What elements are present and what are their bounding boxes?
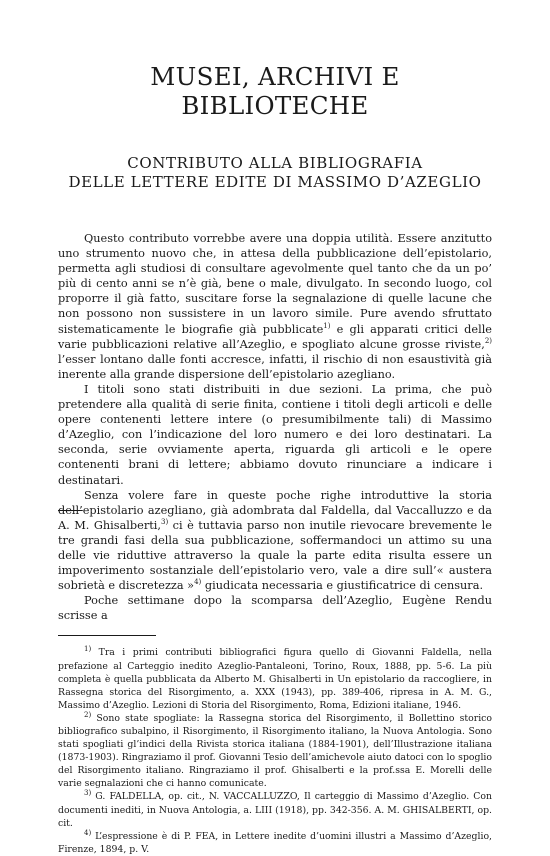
- footnote-4-text: L’espressione è di P. FEA, in Lettere inedite d’uomini illustri a Massimo d’Azeglio, Firenze, 1894, p. V.: [58, 830, 492, 855]
- footnote-ref-1[interactable]: 1): [323, 321, 331, 330]
- paragraph-3: [58, 488, 492, 594]
- paragraph-3-text-a: Senza volere fare in queste poche righe introduttive la storia: [84, 488, 492, 502]
- footnote-1-mark: 1): [84, 645, 92, 654]
- footnote-2: [58, 712, 492, 791]
- paragraph-4: Poche settimane dopo la scomparsa dell’Azeglio, Eugène Rendu scrisse a: [58, 594, 492, 623]
- footnote-1-text: Tra i primi contributi bibliografici figura quello di Giovanni Faldella, nella prefazione al Carteggio inedito Azeglio-Pantaleoni, Torino, Roux, 1888, pp. 5-6. La più completa è quella pubblicata da Alberto M. Ghisalberti in Un epistolario da raccogliere, in Rassegna storica del Risorgimento, a. XXX (1943), pp. 389-406, ripresa in A. M. G., Massimo d’Azeglio. Lezioni di Storia del Risorgimento, Roma, Edizioni italiane, 1946.: [58, 647, 492, 711]
- footnotes: [58, 646, 492, 856]
- footnote-2-text: Sono state spogliate: la Rassegna storica del Risorgimento, il Bollettino storico bibliografico subalpino, il Risorgimento, il Risorgimento italiano, la Nuova Antologia. Sono stati spogliati gl’indici della Rivista storica italiana (1884-1901), dell’Illustrazione italiana (1873-1903). Ringraziamo il prof. Giovanni Tesio dell’amichevole aiuto datoci con lo spoglio del Risorgimento italiano. Ringraziamo il prof. Ghisalberti e la prof.ssa E. Morelli delle varie segnalazioni che ci hanno comunicate.: [58, 712, 492, 790]
- footnote-2-mark: 2): [84, 710, 92, 719]
- paragraph-3-text-c: ci è tuttavia parso non inutile rievocare brevemente le tre grandi fasi della sua pubblicazione, soffermandoci un attimo su una delle vie riduttive attraverso la quale la parte edita risulta essere un impoverimento sostanziale dell’epistolario vero, vale a dire sull’« austera sobrietà e discretezza »: [58, 518, 492, 593]
- paragraph-1-text-a: Questo contributo vorrebbe avere una doppia utilità. Essere anzitutto uno strumento nuovo che, in attesa della pubblicazione dell’epistolario, permetta agli studiosi di consultare agevolmente quel tanto che da un po’ più di cento anni se n’è già, bene o male, divulgato. In secondo luogo, col proporre il già fatto, suscitare forse la segnalazione di quelle lacune che non possono non sussistere in un lavoro simile. Pure avendo sfruttato sistematicamente le biografie già pubblicate: [58, 232, 492, 336]
- footnote-3-text: G. FALDELLA, op. cit., N. VACCALLUZZO, Il carteggio di Massimo d’Azeglio. Con documenti inediti, in Nuova Antologia, a. LIII (1918), pp. 342-356. A. M. GHISALBERTI, op. cit.: [58, 791, 492, 829]
- footnote-ref-3[interactable]: 3): [160, 518, 169, 527]
- paragraph-3-text-d: giudicata necessaria e giustificatrice di censura.: [201, 579, 484, 593]
- footnote-3-mark: 3): [84, 789, 92, 798]
- article-title: [58, 154, 492, 192]
- footnote-ref-2[interactable]: 2): [484, 336, 492, 345]
- paragraph-1: [58, 231, 492, 382]
- section-title: MUSEI, ARCHIVI E BIBLIOTECHE: [150, 62, 400, 120]
- footnote-ref-4[interactable]: 4): [194, 578, 202, 587]
- paragraph-3-text-b: epistolario azegliano, già adombrata dal Faldella, dal Vaccalluzzo e da A. M. Ghisalberti,: [58, 503, 492, 532]
- footnote-4-mark: 4): [84, 828, 92, 837]
- footnote-4: [58, 830, 492, 856]
- paragraph-1-text-c: l’esser lontano dalle fonti accresce, infatti, il rischio di non esaustività già inerente alla grande dispersione dell’epistolario azegliano.: [58, 352, 492, 381]
- paragraph-2: I titoli sono stati distribuiti in due sezioni. La prima, che può pretendere alla qualità di serie finita, contiene i titoli degli articoli e delle opere contenenti lettere intere (o presumibilmente tali) di Massimo d’Azeglio, con l’indicazione del loro numero e dei loro destinatari. La seconda, serie ovviamente aperta, riguarda gli articoli e le opere contenenti brani di lettere; abbiamo dovuto rinunciare a indicare i destinatari.: [58, 382, 492, 487]
- article-title-line2: DELLE LETTERE EDITE DI MASSIMO D’AZEGLIO: [68, 173, 482, 191]
- footnote-divider: [58, 635, 156, 636]
- struck-text: dell’: [58, 503, 83, 517]
- paragraph-1-text-b: e gli apparati critici delle varie pubblicazioni relative all’Azeglio, e spogliato alcune grosse riviste,: [58, 322, 492, 351]
- article-title-line1: CONTRIBUTO ALLA BIBLIOGRAFIA: [127, 154, 423, 172]
- footnote-1: [58, 646, 492, 711]
- article-body: [58, 231, 492, 623]
